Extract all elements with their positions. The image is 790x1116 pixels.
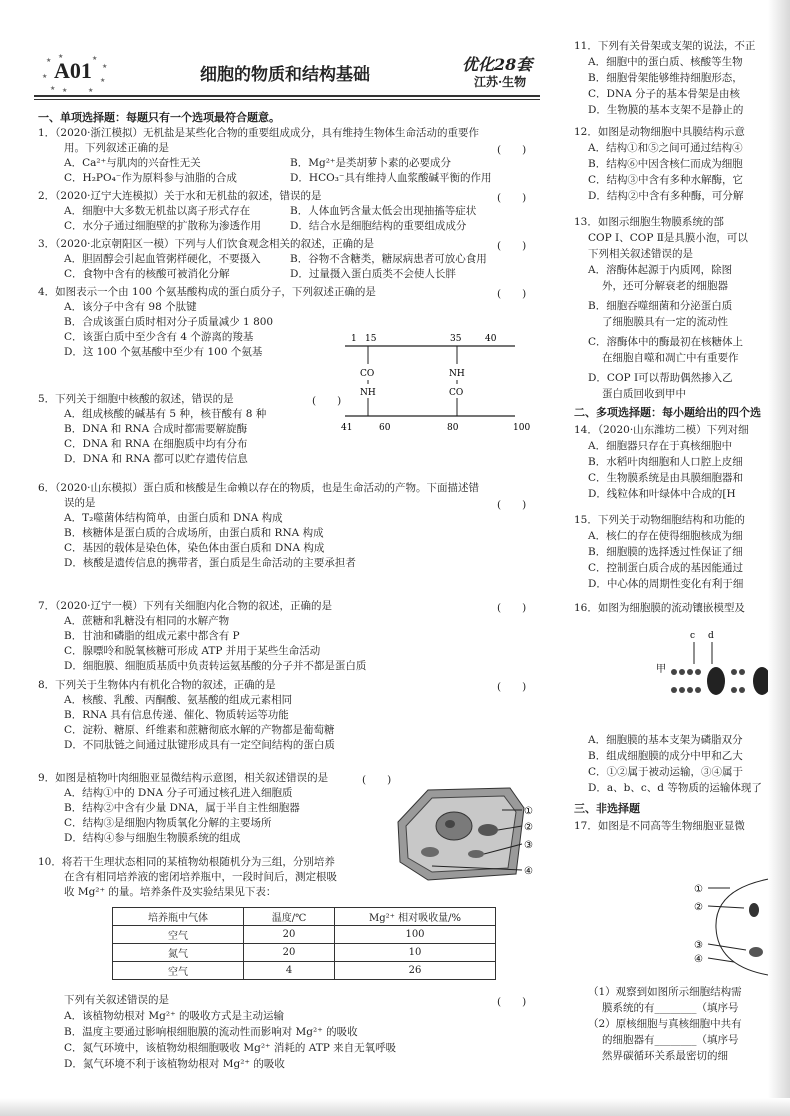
cell-structure-figure <box>694 858 774 978</box>
golgi <box>421 847 439 857</box>
q5-option-c[interactable]: C．DNA 和 RNA 在细胞质中均有分布 <box>64 438 248 450</box>
q9-answer-slot[interactable]: ( ) <box>362 774 392 786</box>
svg-text:★: ★ <box>58 54 64 60</box>
section-heading-2: 二、多项选择题：每小题给出的四个选 <box>574 406 761 419</box>
label-1: 1 <box>351 334 357 344</box>
q12-stem: 12．如图是动物细胞中具膜结构示意 <box>574 126 745 138</box>
q8-option-a[interactable]: A．核酸、乳酸、丙酮酸、氨基酸的组成元素相同 <box>64 694 293 706</box>
q14-stem: 14．（2020·山东潍坊二模）下列对细 <box>574 424 749 436</box>
q3-answer-slot[interactable]: ( ) <box>497 240 527 252</box>
table-row <box>113 962 496 980</box>
organelle <box>749 947 763 957</box>
label-15: 15 <box>365 334 377 344</box>
membrane-protein <box>707 667 725 695</box>
q13-option-d-2: 蛋白质回收到甲中 <box>602 388 686 400</box>
q1-option-c[interactable]: C．H₂PO₄⁻作为原料参与油脂的合成 <box>64 172 237 184</box>
q4-answer-slot[interactable]: ( ) <box>497 288 527 300</box>
cell-label-4: ④ <box>524 866 533 877</box>
q11-stem: 11．下列有关骨架或支架的说法，不正 <box>574 40 756 52</box>
q5-option-b[interactable]: B．DNA 和 RNA 合成时都需要解旋酶 <box>64 423 248 435</box>
svg-text:★: ★ <box>62 87 68 94</box>
brand-logo <box>462 52 538 88</box>
q1-option-d[interactable]: D．HCO₃⁻具有维持人血浆酸碱平衡的作用 <box>290 172 492 184</box>
table-row <box>113 926 496 944</box>
q17-part-2: （2）原核细胞与真核细胞中共有 <box>588 1018 742 1030</box>
q12-option-d[interactable]: D．结构②中含有多种酶，可分解 <box>588 190 744 202</box>
q4-option-c[interactable]: C．该蛋白质中至少含有 4 个游离的羧基 <box>64 331 254 343</box>
q2-option-d[interactable]: D．结合水是细胞结构的重要组成成分 <box>290 220 467 232</box>
table-cell: 26 <box>335 962 496 980</box>
table-header: Mg²⁺ 相对吸收量/% <box>335 908 496 926</box>
q3-option-a[interactable]: A．胆固醇会引起血管粥样硬化，不要摄入 <box>64 253 261 265</box>
nh-left: NH <box>360 388 376 398</box>
q6-stem-2: 误的是 <box>64 497 96 509</box>
q3-option-c[interactable]: C．食物中含有的核酸可被消化分解 <box>64 268 230 280</box>
q7-stem: 7．（2020·辽宁一模）下列有关细胞内化合物的叙述，正确的是 <box>38 600 332 612</box>
table-cell: 氮气 <box>113 944 244 962</box>
q10-option-b[interactable]: B．温度主要通过影响根细胞膜的流动性而影响对 Mg²⁺ 的吸收 <box>64 1026 358 1038</box>
fig-label-d: d <box>708 631 714 641</box>
q2-option-b[interactable]: B．人体血钙含量太低会出现抽搐等症状 <box>290 205 477 217</box>
label-60: 60 <box>379 423 391 433</box>
q13-stem-3: 下列相关叙述错误的是 <box>588 248 693 260</box>
q1-answer-slot[interactable]: ( ) <box>497 144 527 156</box>
q8-option-c[interactable]: C．淀粉、糖原、纤维素和蔗糖彻底水解的产物都是葡萄糖 <box>64 724 335 736</box>
label-80: 80 <box>447 423 459 433</box>
svg-text:★: ★ <box>92 55 98 62</box>
q10-stem-3: 收 Mg²⁺ 的量。培养条件及实验结果见下表： <box>64 886 277 898</box>
svg-text:★: ★ <box>100 77 106 84</box>
cell-label-2: ② <box>524 822 533 833</box>
mitochondrion <box>468 850 484 858</box>
q11-option-c[interactable]: C．DNA 分子的基本骨架是由核 <box>588 88 741 100</box>
table-cell: 100 <box>335 926 496 944</box>
q16-stem: 16．如图为细胞膜的流动镶嵌模型及 <box>574 602 745 614</box>
q8-option-b[interactable]: B．RNA 具有信息传递、催化、物质转运等功能 <box>64 709 289 721</box>
q10-stem-2: 在含有相同培养液的密闭培养瓶中，一段时间后，测定根吸 <box>64 871 337 883</box>
brand-name: 优化28套 <box>462 55 533 74</box>
q6-answer-slot[interactable]: ( ) <box>497 499 527 511</box>
q13-option-c[interactable]: C．溶酶体中的酶最初在核糖体上 <box>588 336 744 348</box>
q15-option-a[interactable]: A．核仁的存在使得细胞核成为细 <box>588 530 743 542</box>
q13-stem: 13．如图示细胞生物膜系统的部 <box>574 216 724 228</box>
q1-option-a[interactable]: A．Ca²⁺与肌肉的兴奋性无关 <box>64 157 201 169</box>
q13-option-b[interactable]: B．细胞吞噬细菌和分泌蛋白质 <box>588 300 733 312</box>
q13-option-c-2: 在细胞自噬和凋亡中有重要作 <box>602 352 739 364</box>
nucleolus <box>445 820 455 828</box>
q6-option-d[interactable]: D．核酸是遗传信息的携带者，蛋白质是生命活动的主要承担者 <box>64 557 356 569</box>
q5-answer-slot[interactable]: ( ) <box>312 395 342 407</box>
q9-option-d[interactable]: D．结构④参与细胞生物膜系统的组成 <box>64 832 241 844</box>
label-100: 100 <box>513 423 531 433</box>
q11-option-d[interactable]: D．生物膜的基本支架不是静止的 <box>588 104 744 116</box>
pointer <box>708 944 746 950</box>
q15-stem: 15．下列关于动物细胞结构和功能的 <box>574 514 745 526</box>
table-cell: 空气 <box>113 962 244 980</box>
q7-option-a[interactable]: A．蔗糖和乳糖没有相同的水解产物 <box>64 615 230 627</box>
q4-stem: 4．如图表示一个由 100 个氨基酸构成的蛋白质分子，下列叙述正确的是 <box>38 286 376 298</box>
q10-option-a[interactable]: A．该植物幼根对 Mg²⁺ 的吸收方式是主动运输 <box>64 1010 284 1022</box>
svg-text:★: ★ <box>50 85 56 92</box>
q3-stem: 3．（2020·北京朝阳区一模）下列与人们饮食观念相关的叙述，正确的是 <box>38 238 374 250</box>
q8-answer-slot[interactable]: ( ) <box>497 681 527 693</box>
q15-option-b[interactable]: B．细胞膜的选择透过性保证了细 <box>588 546 743 558</box>
q8-option-d[interactable]: D．不同肽链之间通过肽键形成具有一定空间结构的蛋白质 <box>64 739 335 751</box>
q10-option-d[interactable]: D．氮气环境不利于该植物幼根对 Mg²⁺ 的吸收 <box>64 1058 285 1070</box>
q2-option-a[interactable]: A．细胞中大多数无机盐以离子形式存在 <box>64 205 251 217</box>
section-heading-1: 一、单项选择题：每题只有一个选项最符合题意。 <box>38 111 280 124</box>
q4-option-b[interactable]: B．合成该蛋白质时相对分子质量减少 1 800 <box>64 316 274 328</box>
table-header-row <box>113 908 496 926</box>
fig-label-3: ③ <box>694 940 703 951</box>
header-rule <box>34 95 540 97</box>
page-code: A01 <box>54 58 92 83</box>
q15-option-d[interactable]: D．中心体的周期性变化有利于细 <box>588 578 744 590</box>
q13-option-d[interactable]: D．COP Ⅰ可以帮助偶然掺入乙 <box>588 372 733 384</box>
label-40: 40 <box>485 334 497 344</box>
q11-option-b[interactable]: B．细胞骨架能够维持细胞形态， <box>588 72 743 84</box>
table-cell: 10 <box>335 944 496 962</box>
table-header: 培养瓶中气体 <box>113 908 244 926</box>
table-row <box>113 944 496 962</box>
q16-option-a[interactable]: A．细胞膜的基本支架为磷脂双分 <box>588 734 743 746</box>
page-title: 细胞的物质和结构基础 <box>200 65 370 85</box>
page-shadow-bottom <box>0 1098 790 1116</box>
pointer <box>708 906 744 908</box>
table-cell: 20 <box>244 944 335 962</box>
q8-stem: 8．下列关于生物体内有机化合物的叙述，正确的是 <box>38 679 276 691</box>
svg-text:★: ★ <box>102 63 108 70</box>
fig-label-jia: 甲 <box>656 664 666 675</box>
q12-option-b[interactable]: B．结构⑥中因含核仁而成为细胞 <box>588 158 743 170</box>
fig-label-4: ④ <box>694 954 703 965</box>
cell-outline <box>716 878 774 976</box>
q10-stem: 10．将若干生理状态相同的某植物幼根随机分为三组，分别培养 <box>38 856 335 868</box>
q11-option-a[interactable]: A．细胞中的蛋白质、核酸等生物 <box>588 56 743 68</box>
q16-option-d[interactable]: D．a、b、c、d 等物质的运输体现了 <box>588 782 762 794</box>
q17-stem: 17．如图是不同高等生物细胞亚显微 <box>574 820 745 832</box>
table-cell: 4 <box>244 962 335 980</box>
q5-stem: 5．下列关于细胞中核酸的叙述，错误的是 <box>38 393 234 405</box>
svg-text:★: ★ <box>42 73 48 80</box>
q4-option-d[interactable]: D．这 100 个氨基酸中至少有 100 个氨基 <box>64 346 263 358</box>
q17-part-2-blank[interactable]: 的细胞器有________（填序号 <box>602 1034 739 1046</box>
q9-stem: 9．如图是植物叶肉细胞亚显微结构示意图，相关叙述错误的是 <box>38 772 329 784</box>
svg-text:★: ★ <box>46 57 52 64</box>
plant-cell-illustration <box>392 782 542 886</box>
section-heading-3: 三、非选择题 <box>574 802 640 815</box>
q9-option-c[interactable]: C．结构③是细胞内物质氧化分解的主要场所 <box>64 817 272 829</box>
svg-text:★: ★ <box>88 87 94 94</box>
table-header: 温度/℃ <box>244 908 335 926</box>
q5-option-d[interactable]: D．DNA 和 RNA 都可以贮存遗传信息 <box>64 453 248 465</box>
page-shadow-right <box>768 0 790 1116</box>
q3-option-b[interactable]: B．谷物不含糖类，糖尿病患者可放心食用 <box>290 253 487 265</box>
q1-option-b[interactable]: B．Mg²⁺是类胡萝卜素的必要成分 <box>290 157 451 169</box>
q6-stem: 6．（2020·山东模拟）蛋白质和核酸是生命赖以存在的物质，也是生命活动的产物。下面描述错 <box>38 482 479 494</box>
organelle <box>749 903 759 917</box>
q14-option-d[interactable]: D．线粒体和叶绿体中合成的[H <box>588 488 736 500</box>
label-41: 41 <box>341 423 353 433</box>
q7-answer-slot[interactable]: ( ) <box>497 602 527 614</box>
cell-label-1: ① <box>524 806 533 817</box>
q9-option-b[interactable]: B．结构②中含有少量 DNA，属于半自主性细胞器 <box>64 802 300 814</box>
q17-part-2-cont: 然界碳循环关系最密切的细 <box>602 1050 728 1062</box>
q5-option-a[interactable]: A．组成核酸的碱基有 5 种，核苷酸有 8 种 <box>64 408 267 420</box>
q15-option-c[interactable]: C．控制蛋白质合成的基因能通过 <box>588 562 744 574</box>
membrane-model-figure <box>654 628 774 738</box>
q12-option-a[interactable]: A．结构①和⑤之间可通过结构④ <box>588 142 743 154</box>
q2-option-c[interactable]: C．水分子通过细胞壁的扩散称为渗透作用 <box>64 220 262 232</box>
chloroplast <box>478 824 498 836</box>
q7-option-d[interactable]: D．细胞膜、细胞质基质中负责转运氨基酸的分子并不都是蛋白质 <box>64 660 367 672</box>
q1-stem: 1．（2020·浙江模拟）无机盐是某些化合物的重要组成成分，具有维持生物体生命活动的重要作 <box>38 127 479 139</box>
q3-option-d[interactable]: D．过量摄入蛋白质类不会使人长胖 <box>290 268 456 280</box>
fig-label-1: ① <box>694 884 703 895</box>
fig-label-c: c <box>690 631 696 641</box>
table-cell: 20 <box>244 926 335 944</box>
fig-label-2: ② <box>694 902 703 913</box>
q13-stem-2: COP Ⅰ、COP Ⅱ是具膜小泡，可以 <box>588 232 748 244</box>
header-rule-thin <box>34 99 540 100</box>
q9-option-a[interactable]: A．结构①中的 DNA 分子可通过核孔进入细胞质 <box>64 787 293 799</box>
q14-option-a[interactable]: A．细胞器只存在于真核细胞中 <box>588 440 733 452</box>
q13-option-b-2: 了细胞膜具有一定的流动性 <box>602 316 728 328</box>
q1-stem-2: 用。下列叙述正确的是 <box>64 142 169 154</box>
protein-diagram <box>335 328 535 434</box>
co-right: CO <box>449 388 464 398</box>
q2-answer-slot[interactable]: ( ) <box>497 192 527 204</box>
label-35: 35 <box>450 334 462 344</box>
q16-option-b[interactable]: B．组成细胞膜的成分中甲和乙大 <box>588 750 743 762</box>
q10-lead: 下列有关叙述错误的是 <box>64 994 169 1006</box>
q17-part-1: （1）观察到如图所示细胞结构需 <box>588 986 742 998</box>
q17-part-1-blank[interactable]: 膜系统的有________（填序号 <box>602 1002 739 1014</box>
q12-option-c[interactable]: C．结构③中含有多种水解酶，它 <box>588 174 744 186</box>
q6-option-c[interactable]: C．基因的载体是染色体，染色体由蛋白质和 DNA 构成 <box>64 542 325 554</box>
mg-absorption-table <box>112 907 496 980</box>
q16-option-c[interactable]: C．①②属于被动运输，③④属于 <box>588 766 744 778</box>
q14-option-b[interactable]: B．水稻叶肉细胞和人口腔上皮细 <box>588 456 743 468</box>
q14-option-c[interactable]: C．生物膜系统是由具膜细胞器和 <box>588 472 744 484</box>
co-left: CO <box>360 369 375 379</box>
cell-label-3: ③ <box>524 840 533 851</box>
q7-option-c[interactable]: C．腺嘌呤和脱氧核糖可形成 ATP 并用于某些生命活动 <box>64 645 321 657</box>
right-column <box>574 38 774 1108</box>
q13-option-a-2: 外，还可分解衰老的细胞器 <box>602 280 728 292</box>
q10-answer-slot[interactable]: ( ) <box>497 996 527 1008</box>
q2-stem: 2．（2020·辽宁大连模拟）关于水和无机盐的叙述，错误的是 <box>38 190 322 202</box>
q4-option-a[interactable]: A．该分子中含有 98 个肽键 <box>64 301 197 313</box>
table-cell: 空气 <box>113 926 244 944</box>
q7-option-b[interactable]: B．甘油和磷脂的组成元素中都含有 P <box>64 630 240 642</box>
q6-option-b[interactable]: B．核糖体是蛋白质的合成场所，由蛋白质和 RNA 构成 <box>64 527 324 539</box>
q10-option-c[interactable]: C．氮气环境中，该植物幼根细胞吸收 Mg²⁺ 消耗的 ATP 来自无氧呼吸 <box>64 1042 397 1054</box>
q13-option-a[interactable]: A．溶酶体起源于内质网，除图 <box>588 264 733 276</box>
brand-subject: 江苏·生物 <box>474 75 527 89</box>
nh-right: NH <box>449 369 465 379</box>
q6-option-a[interactable]: A．T₂噬菌体结构简单，由蛋白质和 DNA 构成 <box>64 512 283 524</box>
